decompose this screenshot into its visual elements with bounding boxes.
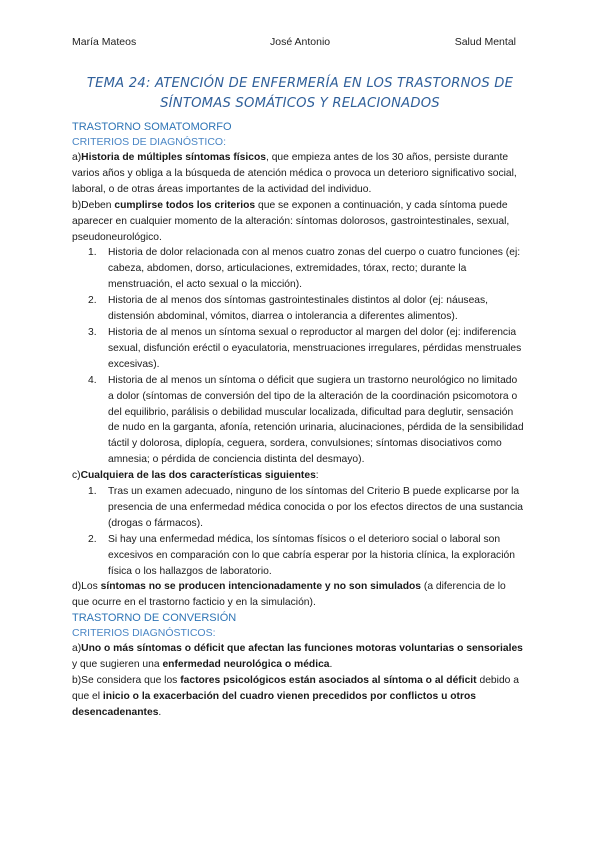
criterion-b-list (72, 245, 524, 468)
criterion-prefix: c) (72, 470, 81, 482)
criterion-text: (a diferencia de lo que ocurre en el trastorno facticio y en la simulación). (72, 581, 506, 609)
list-item (72, 484, 524, 532)
criterion-c (72, 468, 524, 484)
list-number: 3. (88, 326, 97, 338)
criterion-bold: factores psicológicos están asociados al síntoma o al déficit (180, 675, 477, 687)
list-text: Si hay una enfermedad médica, los síntomas físicos o el deterioro social o laboral son excesivos en comparación con lo que cabría esperar por la historia clínica, la exploración física o los hallazgos de laboratorio. (108, 533, 515, 577)
criterion-text: : (315, 470, 319, 482)
header-teacher: José Antonio (270, 36, 331, 48)
list-text: Tras un examen adecuado, ninguno de los síntomas del Criterio B puede explicarse por la presencia de una enfermedad médica conocida o por los efectos directos de una sustancia (drogas o fármacos). (108, 486, 523, 529)
criterion-bold: inicio o la exacerbación del cuadro vienen precedidos por conflictos u otros desencadenantes (72, 691, 476, 718)
document-body (72, 120, 524, 721)
criterion-prefix: b)Se considera que los (72, 675, 181, 687)
criterion-text: y que sugieren una (72, 659, 163, 671)
criterion-prefix: a) (72, 152, 82, 163)
list-number: 2. (88, 533, 97, 545)
criterion-bold: síntomas no se producen intencionadamente y no son simulados (100, 581, 422, 593)
criterion-bold: Cualquiera de las dos características siguientes (80, 470, 316, 482)
list-item (72, 532, 524, 580)
criterion-text: que se exponen a continuación, y cada síntoma puede aparecer en cualquier momento de la alteración: síntomas dolorosos, gastrointestinales, sexual, pseudoneurológico. (72, 199, 510, 243)
list-text: Historia de al menos dos síntomas gastrointestinales distintos al dolor (ej: náuseas, distensión abdominal, vómitos, diarrea o intolerancia a diferentes alimentos). (108, 295, 489, 323)
criterion-bold: Uno o más síntomas o déficit que afectan las funciones motoras voluntarias o sensoriales (81, 643, 523, 655)
list-number: 1. (88, 486, 97, 498)
criterion-prefix: b)Deben (72, 199, 115, 211)
criterion-bold: Historia de múltiples síntomas físicos (81, 152, 266, 163)
criterion-text: debido a que el (72, 675, 519, 702)
section-heading-conversion: TRASTORNO DE CONVERSIÓN (72, 612, 237, 625)
title-line-1: TEMA 24: ATENCIÓN DE ENFERMERÍA EN LOS TRASTORNOS DE (86, 76, 514, 91)
criterion-text: . (158, 706, 162, 718)
section-heading-somatomorfo: TRASTORNO SOMATOMORFO (72, 121, 232, 133)
title-line-2: SÍNTOMAS SOMÁTICOS Y RELACIONADOS (160, 96, 440, 111)
list-number: 4. (88, 374, 97, 386)
criteria-heading: CRITERIOS DIAGNÓSTICOS: (72, 627, 216, 640)
list-number: 2. (88, 295, 97, 307)
criterion-d (72, 579, 524, 611)
criterion-c-list (72, 484, 524, 579)
document-title (60, 74, 540, 114)
list-number: 1. (88, 247, 97, 259)
criterion-a (72, 150, 524, 198)
page-header (72, 36, 522, 52)
criterion-bold: enfermedad neurológica o médica (162, 659, 330, 671)
header-subject: Salud Mental (454, 36, 516, 48)
list-text: Historia de al menos un síntoma o déficit que sugiera un trastorno neurológico no limitado a dolor (síntomas de conversión del tipo de la alteración de la coordinación psicomotora o del equilibrio, parálisis o debilidad muscular localizada, dificultad para deglutir, sensación de nudo en la garganta, afonía, retención urinaria, alucinaciones, pérdida de la sensibilidad táctil y dolorosa, diplopía, ceguera, sordera, convulsiones; síntomas disociativos como amnesia; o pérdida de conciencia distinta del desmayo). (108, 374, 524, 466)
criterion-b (72, 198, 524, 246)
list-item (72, 293, 524, 325)
list-text: Historia de al menos un síntoma sexual o reproductor al margen del dolor (ej: indiferencia sexual, disfunción eréctil o eyaculatoria, menstruaciones irregulares, pérdidas menstruales excesivas). (108, 326, 522, 370)
criterion-text: . (329, 659, 333, 671)
list-item (72, 325, 524, 373)
header-author: María Mateos (72, 36, 137, 48)
list-item (72, 373, 524, 468)
criterion-prefix: a) (72, 643, 82, 655)
list-item (72, 245, 524, 293)
conversion-criterion-a (72, 641, 524, 673)
criteria-heading: CRITERIOS DE DIAGNÓSTICO: (72, 136, 227, 148)
list-text: Historia de dolor relacionada con al menos cuatro zonas del cuerpo o cuatro funciones (ej: cabeza, abdomen, dorso, articulaciones, extremidades, tórax, recto; durante la menstruación, el acto sexual o la micción). (108, 247, 521, 291)
criterion-text: , que empieza antes de los 30 años, persiste durante varios años y obliga a la búsqueda de atención médica o provoca un deterioro significativo social, laboral, o de otras áreas importantes de la actividad del individuo. (72, 152, 517, 195)
conversion-criterion-b (72, 673, 524, 721)
criterion-prefix: d)Los (72, 581, 101, 593)
criterion-bold: cumplirse todos los criterios (114, 199, 256, 211)
